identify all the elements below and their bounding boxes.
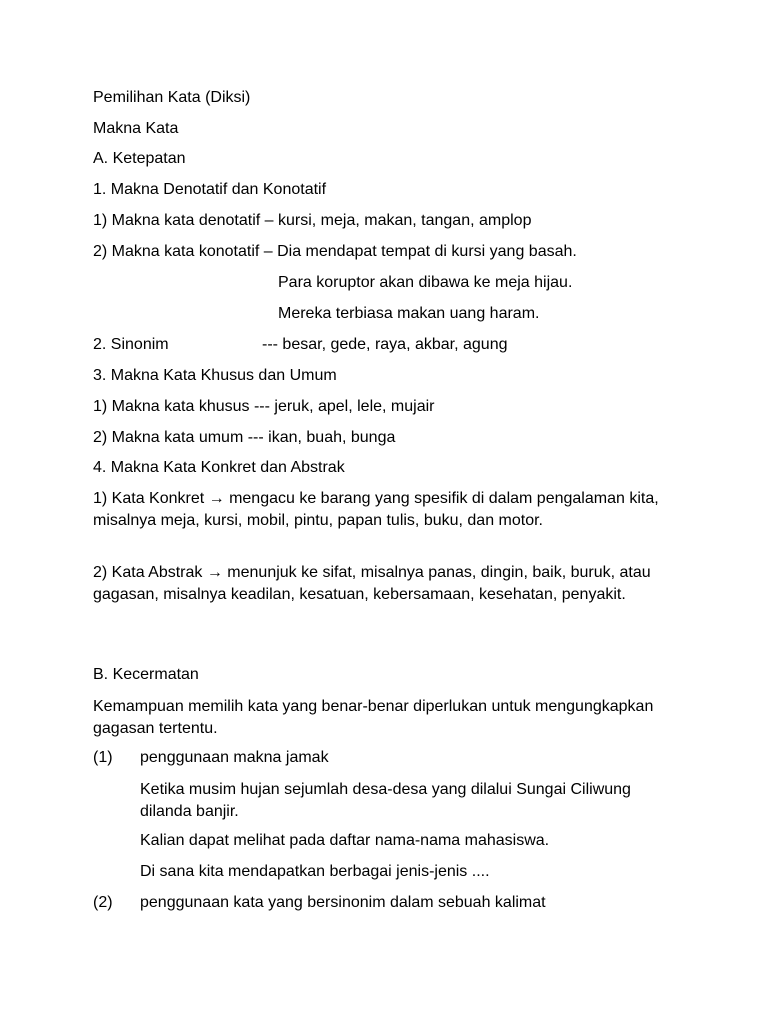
- a1-example3: Mereka terbiasa makan uang haram.: [278, 305, 540, 322]
- a1-example2: Para koruptor akan dibawa ke meja hijau.: [278, 274, 573, 291]
- b2-text: penggunaan kata yang bersinonim dalam sebuah kalimat: [140, 894, 546, 911]
- a4-item1: [93, 488, 673, 531]
- arrow-right-icon: →: [208, 490, 225, 507]
- a3-heading: 3. Makna Kata Khusus dan Umum: [93, 367, 337, 384]
- a3-item2: 2) Makna kata umum --- ikan, buah, bunga: [93, 429, 396, 446]
- b1-example2: Kalian dapat melihat pada daftar nama-nama mahasiswa.: [140, 832, 550, 849]
- b1-number: (1): [93, 749, 113, 766]
- arrow-right-icon: →: [206, 564, 223, 581]
- section-a-heading: A. Ketepatan: [93, 150, 186, 167]
- a1-heading: 1. Makna Denotatif dan Konotatif: [93, 181, 327, 198]
- a4-item2-text: menunjuk ke sifat, misalnya panas, dingin, baik, buruk, atau gagasan, misalnya keadilan, kesatuan, kebersamaan, kesehatan, penyakit.: [93, 564, 651, 603]
- b1-text: penggunaan makna jamak: [140, 749, 329, 766]
- b-intro: Kemampuan memilih kata yang benar-benar diperlukan untuk mengungkapkan gagasan tertentu.: [93, 698, 654, 737]
- a4-item2-pre: 2) Kata Abstrak: [93, 564, 207, 581]
- a2-label: 2. Sinonim: [93, 336, 169, 353]
- a4-heading: 4. Makna Kata Konkret dan Abstrak: [93, 459, 345, 476]
- b1-example1: Ketika musim hujan sejumlah desa-desa yang dilalui Sungai Ciliwung dilanda banjir.: [140, 781, 631, 820]
- a3-item1: 1) Makna kata khusus --- jeruk, apel, lele, mujair: [93, 398, 435, 415]
- b1-example3: Di sana kita mendapatkan berbagai jenis-jenis ....: [140, 863, 490, 880]
- document-title: Pemilihan Kata (Diksi): [93, 89, 251, 106]
- section-b-heading: B. Kecermatan: [93, 666, 199, 683]
- a2-value: --- besar, gede, raya, akbar, agung: [262, 336, 508, 353]
- a1-item2: 2) Makna kata konotatif – Dia mendapat tempat di kursi yang basah.: [93, 243, 577, 260]
- a4-item1-text: mengacu ke barang yang spesifik di dalam pengalaman kita, misalnya meja, kursi, mobil, pintu, papan tulis, buku, dan motor.: [93, 490, 659, 529]
- b2-number: (2): [93, 894, 113, 911]
- a4-item1-pre: 1) Kata Konkret: [93, 490, 209, 507]
- a1-item1: 1) Makna kata denotatif – kursi, meja, makan, tangan, amplop: [93, 212, 532, 229]
- a4-item2: [93, 562, 673, 605]
- subtitle: Makna Kata: [93, 120, 179, 137]
